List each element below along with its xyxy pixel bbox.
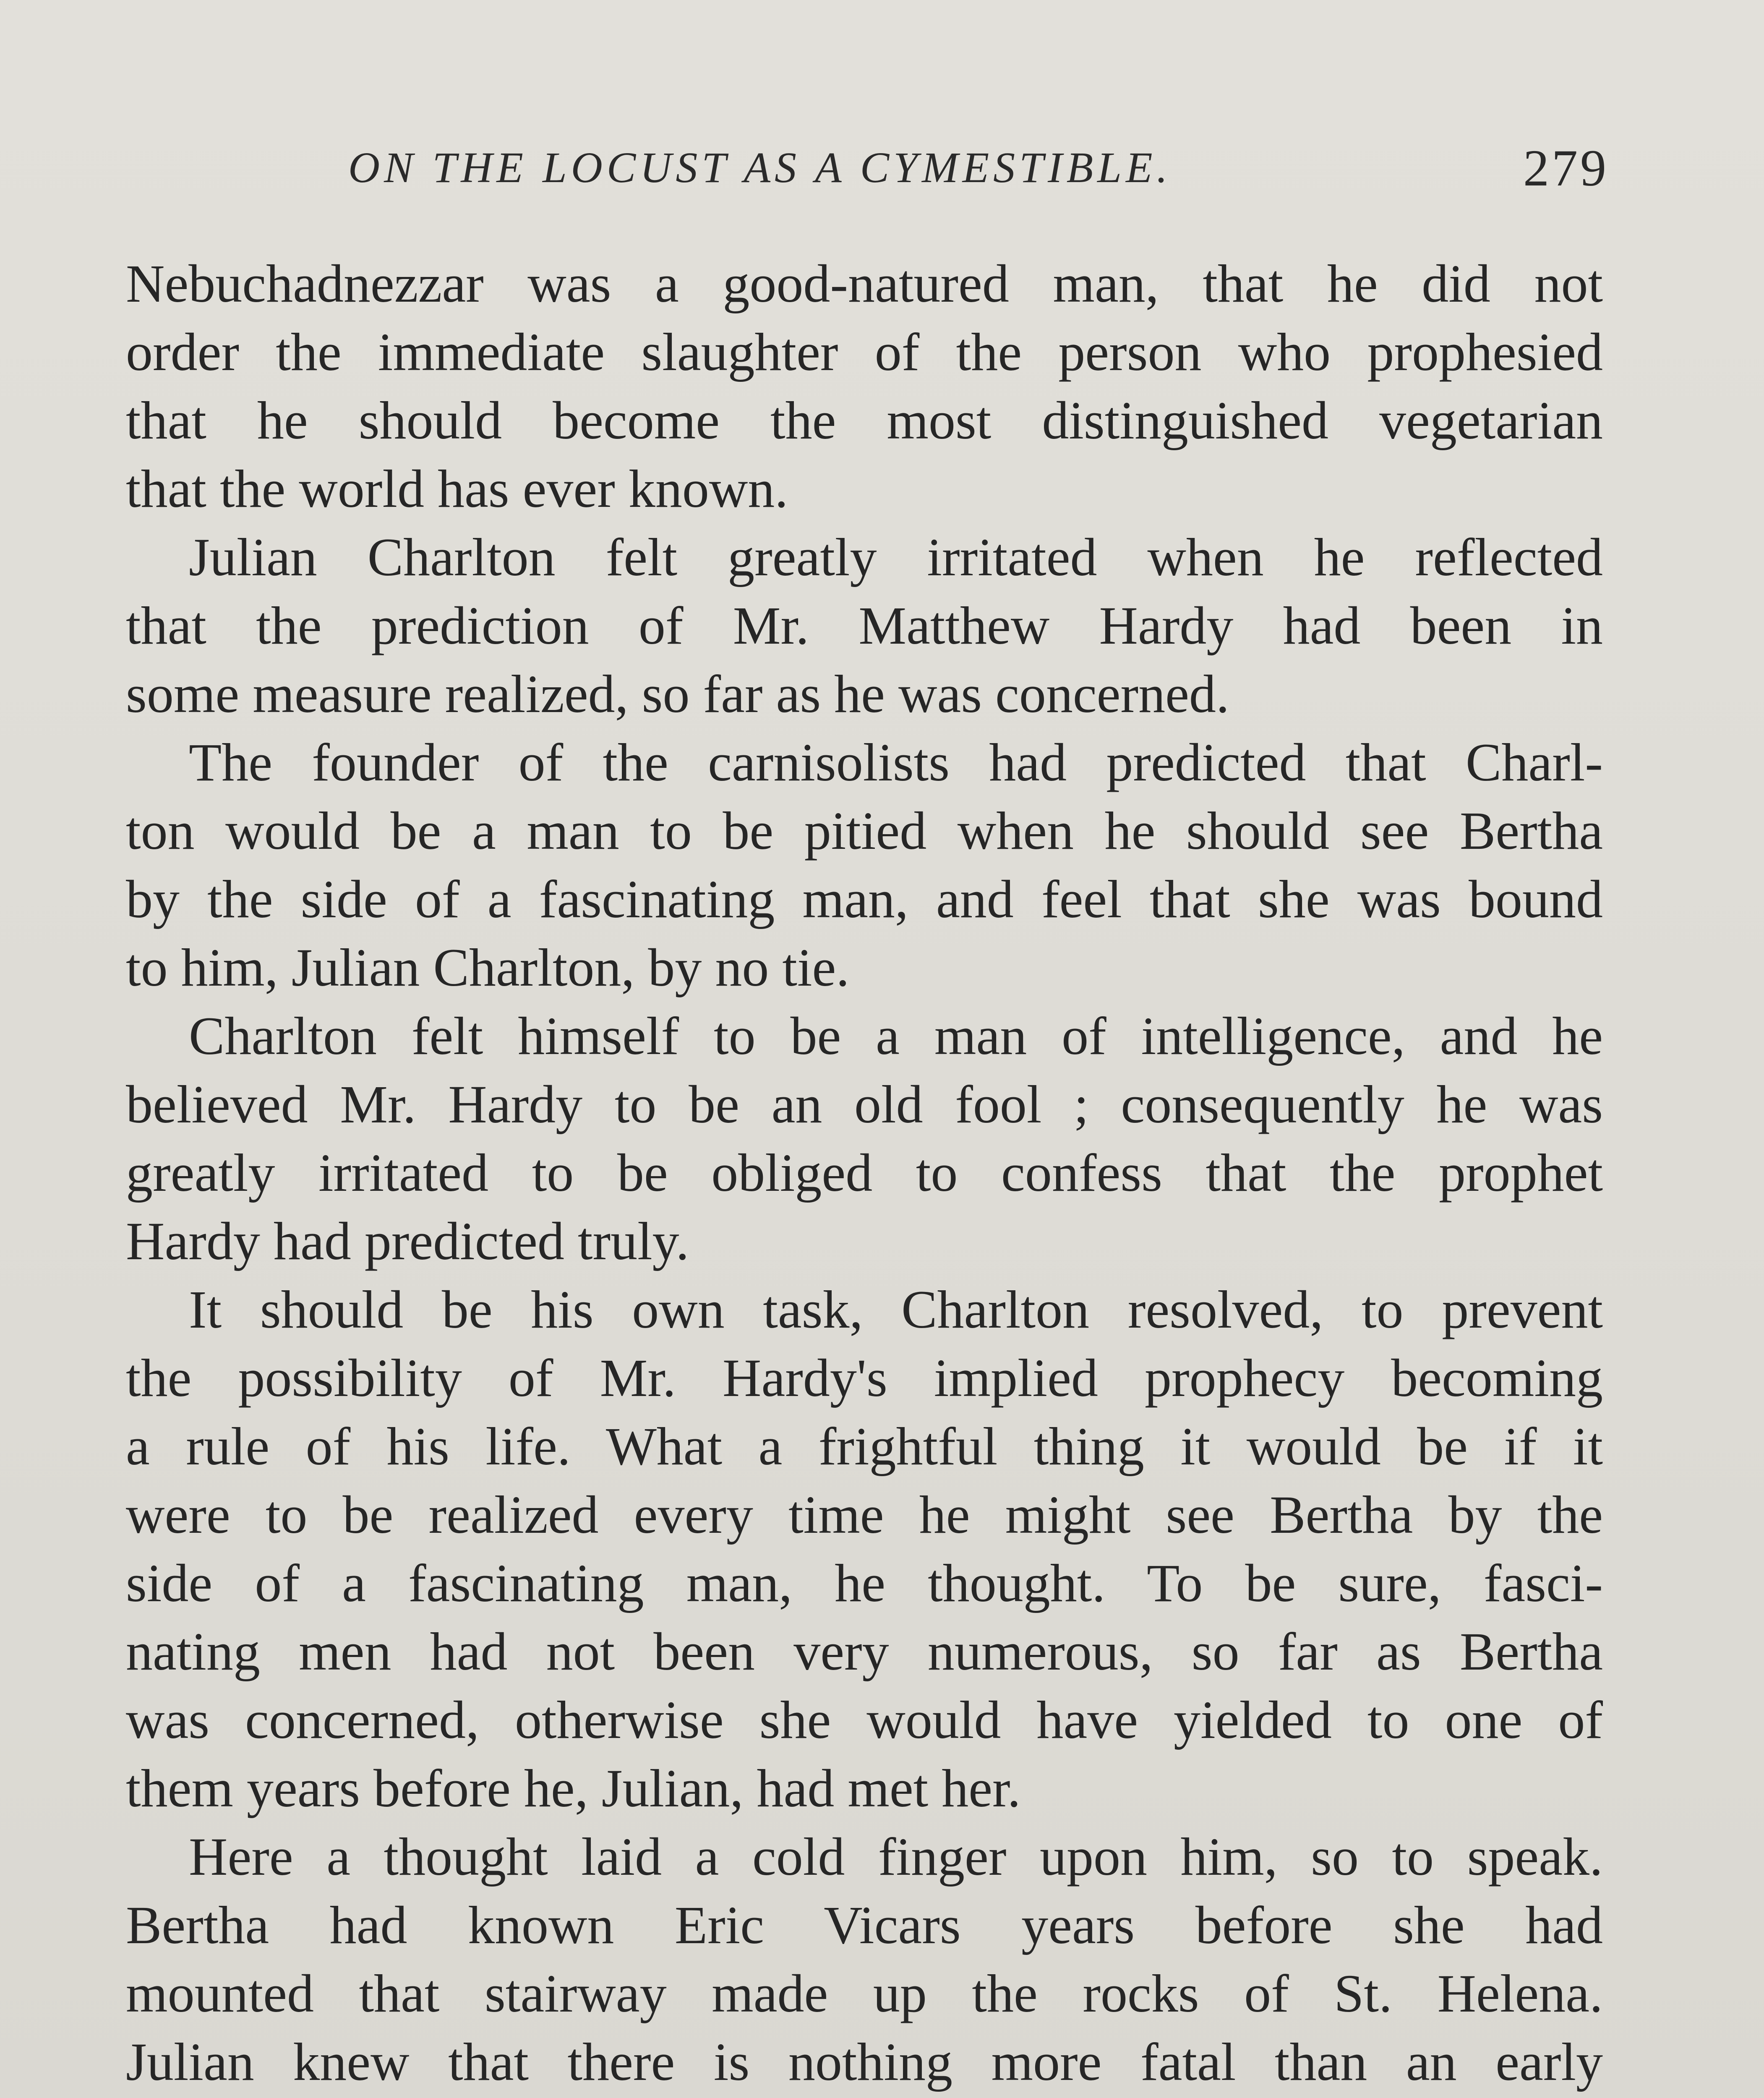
text-line: Julian knew that there is nothing more fatal than an early	[126, 2032, 1603, 2092]
text-line: nating men had not been very numerous, so far as Bertha	[126, 1622, 1603, 1681]
text-line: that the world has ever known.	[126, 459, 788, 519]
text-line	[126, 2096, 1603, 2098]
text-line: Julian Charlton felt greatly irritated when he reflected	[189, 527, 1603, 587]
text-line: Here a thought laid a cold finger upon him, so to speak.	[189, 1827, 1603, 1887]
text-line: greatly irritated to be obliged to confess that the prophet	[126, 1143, 1603, 1203]
text-line: Charlton felt himself to be a man of intelligence, and he	[189, 1006, 1603, 1066]
text-line: by the side of a fascinating man, and feel that she was bound	[126, 869, 1603, 929]
body-text	[126, 250, 1603, 2098]
page-number: 279	[1523, 139, 1609, 197]
text-line: some measure realized, so far as he was concerned.	[126, 664, 1229, 724]
text-line: was concerned, otherwise she would have yielded to one of	[126, 1690, 1603, 1750]
text-line: mounted that stairway made up the rocks of St. Helena.	[126, 1964, 1603, 2023]
text-line: that he should become the most distinguished vegetarian	[126, 391, 1603, 450]
text-line: order the immediate slaughter of the person who prophesied	[126, 322, 1603, 382]
text-line: Bertha had known Eric Vicars years before she had	[126, 1895, 1603, 1955]
text-line: Hardy had predicted truly.	[126, 1211, 689, 1271]
text-line: The founder of the carnisolists had predicted that Charl-	[189, 733, 1603, 792]
text-line: to him, Julian Charlton, by no tie.	[126, 938, 850, 997]
text-line: a rule of his life. What a frightful thing it would be if it	[126, 1417, 1603, 1476]
text-line: It should be his own task, Charlton resolved, to prevent	[189, 1280, 1603, 1339]
text-line: Nebuchadnezzar was a good-natured man, that he did not	[126, 254, 1603, 313]
text-line: that the prediction of Mr. Matthew Hardy had been in	[126, 596, 1603, 655]
text-line: believed Mr. Hardy to be an old fool ; consequently he was	[126, 1075, 1603, 1134]
text-line: the possibility of Mr. Hardy's implied prophecy becoming	[126, 1348, 1603, 1408]
text-line: were to be realized every time he might see Bertha by the	[126, 1485, 1603, 1545]
running-title: ON THE LOCUST AS A CYMESTIBLE.	[348, 144, 1172, 192]
text-line: ton would be a man to be pitied when he should see Bertha	[126, 801, 1603, 861]
text-line: side of a fascinating man, he thought. To be sure, fasci-	[126, 1553, 1603, 1613]
text-line: them years before he, Julian, had met her.	[126, 1759, 1021, 1818]
